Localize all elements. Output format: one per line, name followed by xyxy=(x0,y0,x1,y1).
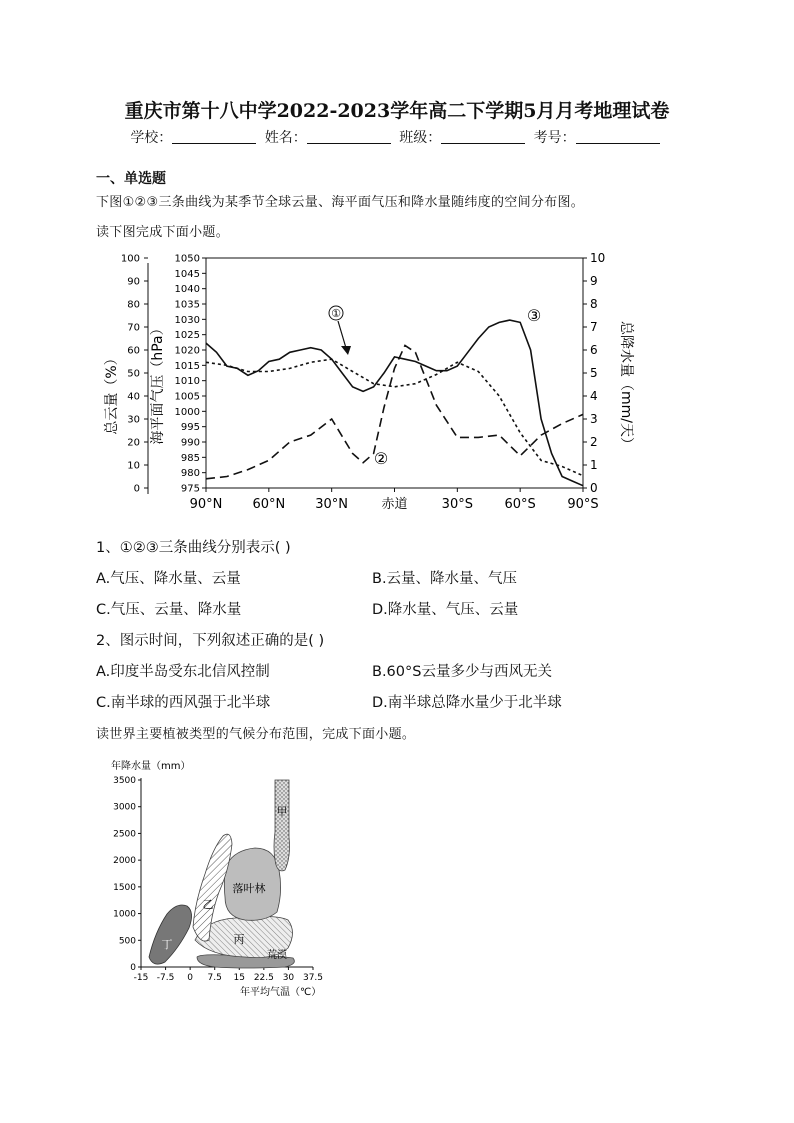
x-tick-label: 30°S xyxy=(441,497,473,512)
q2-option-d[interactable]: D.南半球总降水量少于北半球 xyxy=(372,695,562,711)
x-tick-label: 30°N xyxy=(315,497,349,512)
x-tick-label: 60°S xyxy=(504,497,536,512)
x-tick-label: 90°N xyxy=(189,497,223,512)
label-desert: 荒漠 xyxy=(267,950,287,961)
chart2-x-tick-label: -7.5 xyxy=(156,973,175,983)
precip-axis-label: 总降水量（mm/天） xyxy=(618,321,634,451)
intro1-line2: 读下图完成下面小题。 xyxy=(96,225,230,240)
q1-option-c[interactable]: C.气压、云量、降水量 xyxy=(96,602,242,618)
q2-option-c[interactable]: C.南半球的西风强于北半球 xyxy=(96,695,271,711)
exam-no-blank[interactable] xyxy=(576,131,660,144)
exam-no-label: 考号： xyxy=(533,130,576,146)
precip-tick-label: 1 xyxy=(590,458,598,472)
label-jia: 甲 xyxy=(276,805,288,818)
chart1-ticks xyxy=(121,251,605,512)
chart2-x-tick-label: 7.5 xyxy=(207,973,222,983)
pressure-tick-label: 1045 xyxy=(174,268,200,280)
precip-tick-label: 7 xyxy=(590,320,598,334)
x-tick-label: 90°S xyxy=(567,497,599,512)
chart2-y-tick-label: 2500 xyxy=(113,829,136,840)
precip-tick-label: 10 xyxy=(590,251,606,265)
chart2-y-tick-label: 0 xyxy=(130,963,136,973)
label-deciduous-forest: 落叶林 xyxy=(232,882,266,895)
series-line-3 xyxy=(206,320,583,486)
name-blank[interactable] xyxy=(307,131,391,144)
chart2-x-tick-label: -15 xyxy=(133,973,149,983)
svg-text:①: ① xyxy=(331,307,341,320)
cloud-tick-label: 100 xyxy=(120,253,140,265)
school-label: 学校： xyxy=(130,130,173,146)
paper-title: 重庆市第十八中学2022-2023学年高二下学期5月月考地理试卷 xyxy=(124,100,670,122)
label-ding: 丁 xyxy=(161,938,173,951)
chart2-y-tick-label: 1500 xyxy=(113,882,136,893)
chart2-y-tick-label: 1000 xyxy=(113,909,136,920)
precip-tick-label: 2 xyxy=(590,435,598,449)
pressure-tick-label: 1015 xyxy=(174,360,200,372)
pressure-tick-label: 1020 xyxy=(174,345,200,357)
school-blank[interactable] xyxy=(172,131,256,144)
cloud-tick-label: 20 xyxy=(127,437,140,449)
intro2-line: 读世界主要植被类型的气候分布范围，完成下面小题。 xyxy=(96,727,416,742)
cloud-tick-label: 60 xyxy=(127,345,140,357)
annotation-3 xyxy=(527,306,541,325)
chart1-axes xyxy=(148,258,583,494)
cloud-tick-label: 80 xyxy=(127,299,140,311)
cloud-tick-label: 0 xyxy=(133,483,140,495)
precip-tick-label: 0 xyxy=(590,481,598,495)
chart2-x-tick-label: 22.5 xyxy=(253,973,274,983)
intro1-line1: 下图①②③三条曲线为某季节全球云量、海平面气压和降水量随纬度的空间分布图。 xyxy=(96,195,585,210)
student-info-line xyxy=(0,127,794,147)
chart2-y-tick-label: 2000 xyxy=(113,856,136,867)
pressure-tick-label: 1005 xyxy=(174,391,200,403)
cloud-tick-label: 40 xyxy=(127,391,140,403)
cloud-tick-label: 50 xyxy=(127,368,140,380)
plot-frame xyxy=(206,258,583,488)
vegetation-climate-chart xyxy=(105,752,345,1002)
annotation-1 xyxy=(329,306,351,355)
precip-tick-label: 9 xyxy=(590,274,598,288)
precip-tick-label: 8 xyxy=(590,297,598,311)
question-1-stem: 1、①②③三条曲线分别表示( ) xyxy=(96,540,291,556)
chart1-series xyxy=(206,320,583,486)
pressure-tick-label: 980 xyxy=(180,468,200,480)
chart2-x-tick-label: 15 xyxy=(233,973,246,983)
question-2-stem: 2、图示时间，下列叙述正确的是( ) xyxy=(96,633,325,649)
pressure-tick-label: 1000 xyxy=(174,406,200,418)
pressure-tick-label: 1050 xyxy=(174,253,200,265)
q1-option-a[interactable]: A.气压、降水量、云量 xyxy=(96,571,241,587)
class-label: 班级： xyxy=(399,130,442,146)
q2-option-b[interactable]: B.60°S云量多少与西风无关 xyxy=(372,664,552,680)
chart2-y-tick-label: 3500 xyxy=(113,776,136,786)
svg-text:③: ③ xyxy=(526,306,542,325)
precip-tick-label: 3 xyxy=(590,412,598,426)
label-yi: 乙 xyxy=(202,898,214,911)
x-tick-label: 赤道 xyxy=(381,497,408,512)
precip-tick-label: 6 xyxy=(590,343,598,357)
pressure-tick-label: 1030 xyxy=(174,314,200,326)
precip-tick-label: 4 xyxy=(590,389,598,403)
q1-option-d[interactable]: D.降水量、气压、云量 xyxy=(372,602,519,618)
latitude-chart xyxy=(100,248,634,520)
q1-option-b[interactable]: B.云量、降水量、气压 xyxy=(372,571,518,587)
region-jia xyxy=(274,780,290,871)
chart2-y-label: 年降水量（mm） xyxy=(111,761,191,772)
precip-tick-label: 5 xyxy=(590,366,598,380)
pressure-axis-label: 海平面气压（hPa） xyxy=(150,321,166,445)
class-blank[interactable] xyxy=(441,131,525,144)
pressure-tick-label: 995 xyxy=(180,422,200,434)
pressure-tick-label: 975 xyxy=(180,483,200,495)
chart2-x-tick-label: 0 xyxy=(187,973,194,983)
x-tick-label: 60°N xyxy=(252,497,286,512)
cloud-tick-label: 90 xyxy=(127,276,140,288)
chart2-y-tick-label: 3000 xyxy=(113,802,136,813)
cloud-axis-label: 总云量（%） xyxy=(104,351,120,435)
cloud-tick-label: 30 xyxy=(127,414,140,426)
annotation-2 xyxy=(374,449,388,468)
pressure-tick-label: 1010 xyxy=(174,376,200,388)
pressure-tick-label: 990 xyxy=(180,437,200,449)
name-label: 姓名： xyxy=(264,130,307,146)
series-line-1 xyxy=(206,359,583,476)
svg-text:②: ② xyxy=(373,449,389,468)
q2-option-a[interactable]: A.印度半岛受东北信风控制 xyxy=(96,664,270,680)
region-ding xyxy=(149,905,192,964)
label-bing: 丙 xyxy=(233,933,245,946)
pressure-tick-label: 985 xyxy=(180,452,200,464)
pressure-tick-label: 1035 xyxy=(174,299,200,311)
pressure-tick-label: 1025 xyxy=(174,330,200,342)
series-line-2 xyxy=(206,345,583,478)
cloud-tick-label: 10 xyxy=(127,460,140,472)
section-heading: 一、单选题 xyxy=(96,171,166,187)
cloud-tick-label: 70 xyxy=(127,322,140,334)
chart2-x-tick-label: 30 xyxy=(282,973,295,983)
pressure-tick-label: 1040 xyxy=(174,284,200,296)
chart2-x-label: 年平均气温（℃） xyxy=(240,987,322,998)
chart2-y-tick-label: 500 xyxy=(118,936,136,947)
chart2-x-tick-label: 37.5 xyxy=(302,973,324,983)
